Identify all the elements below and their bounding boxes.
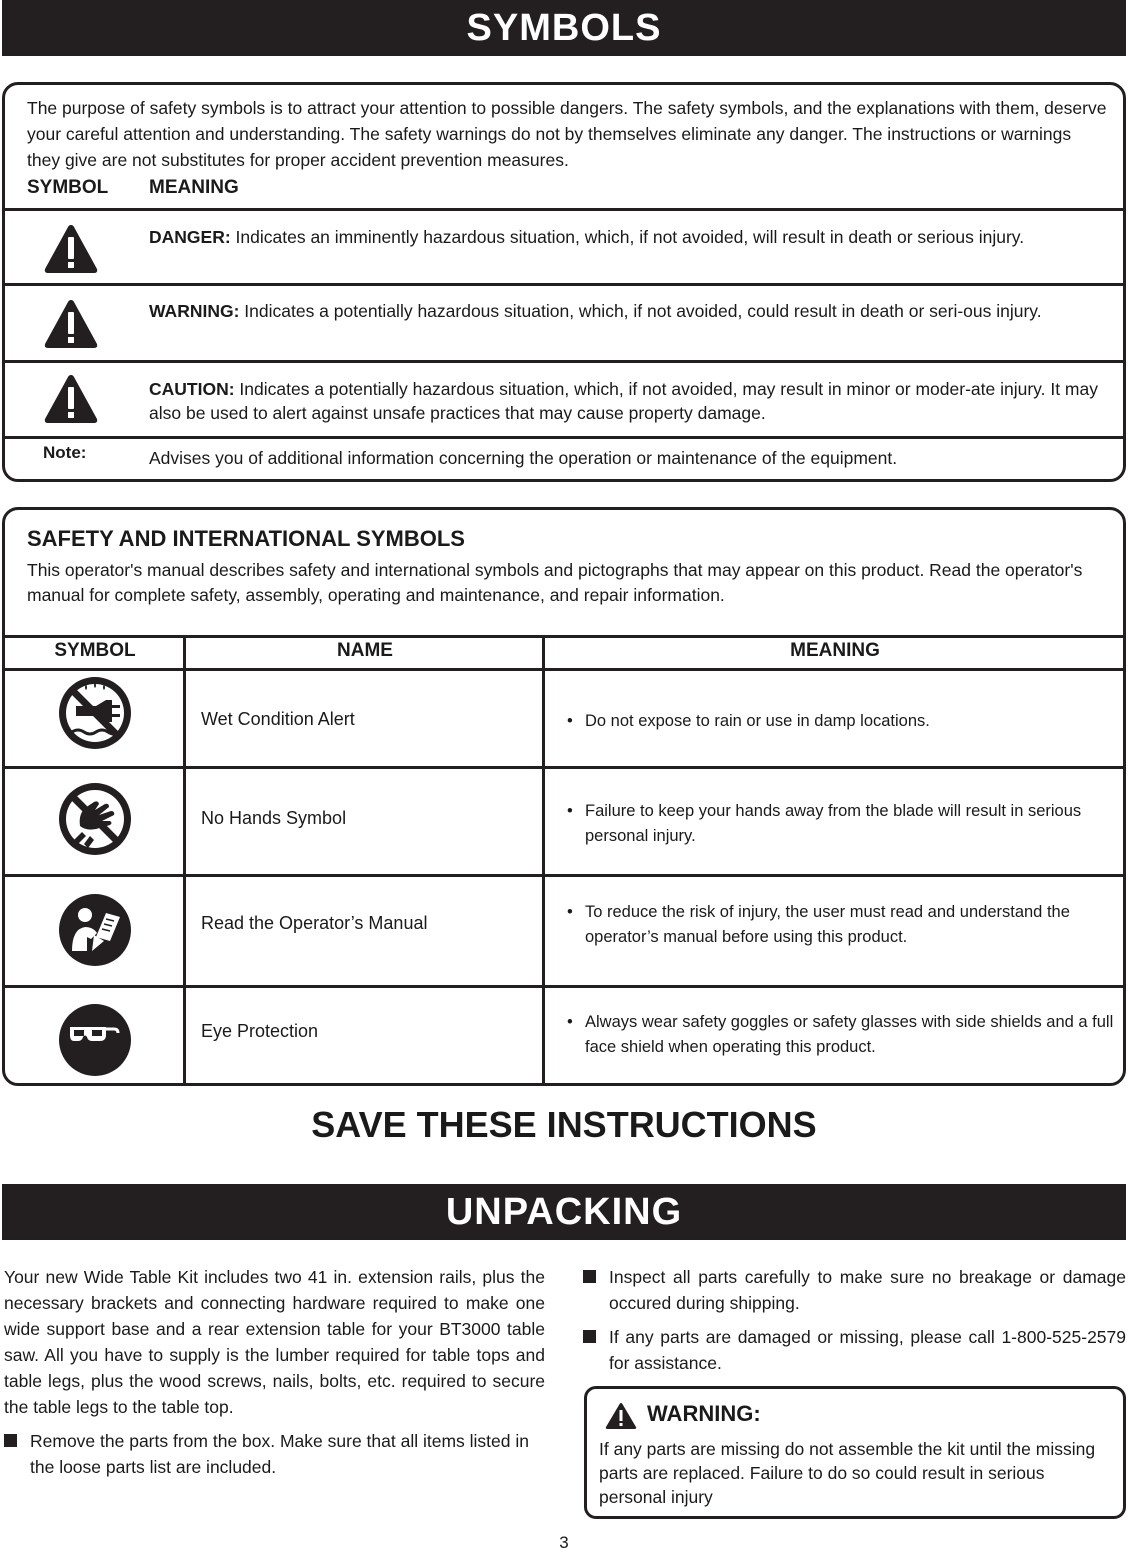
bullet: • bbox=[567, 802, 573, 820]
symbols-intro: The purpose of safety symbols is to attract your attention to possible dangers. The safety symbols, and the explanations with them, deserve your careful attention and understanding. The safety warnings do not by themselves eliminate any danger. The instructions or warnings they give are not substitutes for proper accident prevention measures. bbox=[27, 98, 1107, 170]
note-text: Advises you of additional information concerning the operation or maintenance of the equipment. bbox=[149, 448, 898, 468]
save-instructions-heading: SAVE THESE INSTRUCTIONS bbox=[311, 1104, 817, 1145]
square-bullet-icon bbox=[583, 1330, 596, 1343]
divider bbox=[5, 283, 1123, 286]
table1-col-symbol: SYMBOL bbox=[27, 177, 109, 198]
divider bbox=[5, 874, 1123, 877]
wet-condition-icon bbox=[58, 676, 132, 750]
warning-label: WARNING: bbox=[149, 301, 240, 321]
read-manual-icon bbox=[58, 893, 132, 967]
read-manual-meaning bbox=[565, 900, 1126, 950]
square-bullet-icon bbox=[4, 1434, 17, 1447]
column-divider bbox=[542, 636, 545, 1083]
divider bbox=[5, 208, 1123, 211]
warning-text: Indicates a potentially hazardous situation, which, if not avoided, could result in death or seri-ous injury. bbox=[244, 301, 1042, 321]
safety-section-description: This operator's manual describes safety and international symbols and pictographs that may appear on this product. Read the operator's manual for complete safety, assembly, operating and maintenance, and repair information. bbox=[27, 560, 1083, 605]
no-hands-meaning-text: Failure to keep your hands away from the blade will result in serious personal injury. bbox=[585, 802, 1082, 845]
unpacking-right-column bbox=[583, 1264, 1126, 1384]
symbols-banner: SYMBOLS bbox=[2, 0, 1126, 56]
divider bbox=[5, 985, 1123, 988]
eye-protection-meaning-text: Always wear safety goggles or safety glasses with side shields and a full face shield when operating this product. bbox=[585, 1013, 1114, 1056]
warning-title: WARNING: bbox=[647, 1401, 761, 1426]
page-number: 3 bbox=[559, 1533, 569, 1552]
no-hands-meaning bbox=[565, 799, 1126, 849]
safety-col-name: NAME bbox=[337, 640, 393, 661]
list-item-text: Remove the parts from the box. Make sure that all items listed in the loose parts list are included. bbox=[30, 1431, 529, 1477]
list-item bbox=[583, 1264, 1126, 1316]
bullet: • bbox=[567, 903, 573, 921]
danger-label: DANGER: bbox=[149, 227, 231, 247]
eye-protection-name: Eye Protection bbox=[201, 1021, 319, 1041]
read-manual-name: Read the Operator’s Manual bbox=[201, 913, 428, 933]
symbols-box bbox=[2, 82, 1126, 482]
warning-row bbox=[149, 299, 1119, 323]
safety-col-meaning: MEANING bbox=[790, 640, 880, 661]
danger-alert-icon bbox=[43, 223, 99, 275]
safety-symbols-box bbox=[2, 507, 1126, 1086]
square-bullet-icon bbox=[583, 1270, 596, 1283]
wet-condition-meaning bbox=[565, 709, 1126, 734]
bullet: • bbox=[567, 712, 573, 730]
unpacking-banner: UNPACKING bbox=[2, 1184, 1126, 1240]
warning-alert-icon bbox=[43, 298, 99, 350]
warning-text: If any parts are missing do not assemble the kit until the missing parts are replaced. Failure to do so could result in serious personal injury bbox=[599, 1439, 1096, 1507]
safety-col-symbol: SYMBOL bbox=[54, 640, 136, 661]
divider bbox=[5, 635, 1123, 638]
danger-row bbox=[149, 225, 1119, 249]
caution-alert-icon bbox=[43, 373, 99, 425]
safety-section-title: SAFETY AND INTERNATIONAL SYMBOLS bbox=[27, 526, 465, 551]
note-label: Note: bbox=[43, 443, 87, 462]
read-manual-meaning-text: To reduce the risk of injury, the user must read and understand the operator’s manual before using this product. bbox=[585, 903, 1070, 946]
list-item-text: If any parts are damaged or missing, please call 1-800-525-2579 for assistance. bbox=[609, 1327, 1126, 1373]
list-item bbox=[583, 1324, 1126, 1376]
caution-row bbox=[149, 377, 1119, 425]
warning-box bbox=[584, 1386, 1126, 1519]
wet-condition-name: Wet Condition Alert bbox=[201, 709, 355, 729]
eye-protection-icon bbox=[58, 1003, 132, 1077]
divider bbox=[5, 668, 1123, 671]
caution-text: Indicates a potentially hazardous situation, which, if not avoided, may result in minor or moder-ate injury. It may also be used to alert against unsafe practices that may cause property damage. bbox=[149, 379, 1098, 423]
divider bbox=[5, 766, 1123, 769]
bullet: • bbox=[567, 1013, 573, 1031]
no-hands-icon bbox=[58, 782, 132, 856]
table1-col-meaning: MEANING bbox=[149, 177, 239, 198]
divider bbox=[5, 360, 1123, 363]
unpacking-paragraph: Your new Wide Table Kit includes two 41 in. extension rails, plus the necessary brackets and connecting hardware required to make one wide support base and a rear extension table for your BT3000 table saw. All you have to supply is the lumber required for table tops and table legs, plus the wood screws, nails, bolts, etc. required to secure the table legs to the table top. bbox=[4, 1267, 545, 1417]
danger-text: Indicates an imminently hazardous situation, which, if not avoided, will result in death or serious injury. bbox=[235, 227, 1025, 247]
no-hands-name: No Hands Symbol bbox=[201, 808, 347, 828]
divider bbox=[5, 436, 1123, 439]
caution-label: CAUTION: bbox=[149, 379, 235, 399]
eye-protection-meaning bbox=[565, 1010, 1126, 1060]
column-divider bbox=[183, 636, 186, 1083]
list-item bbox=[4, 1428, 545, 1480]
unpacking-left-column bbox=[4, 1264, 545, 1480]
warning-triangle-icon bbox=[605, 1402, 637, 1430]
wet-condition-meaning-text: Do not expose to rain or use in damp locations. bbox=[585, 712, 930, 730]
list-item-text: Inspect all parts carefully to make sure no breakage or damage occured during shipping. bbox=[609, 1267, 1126, 1313]
